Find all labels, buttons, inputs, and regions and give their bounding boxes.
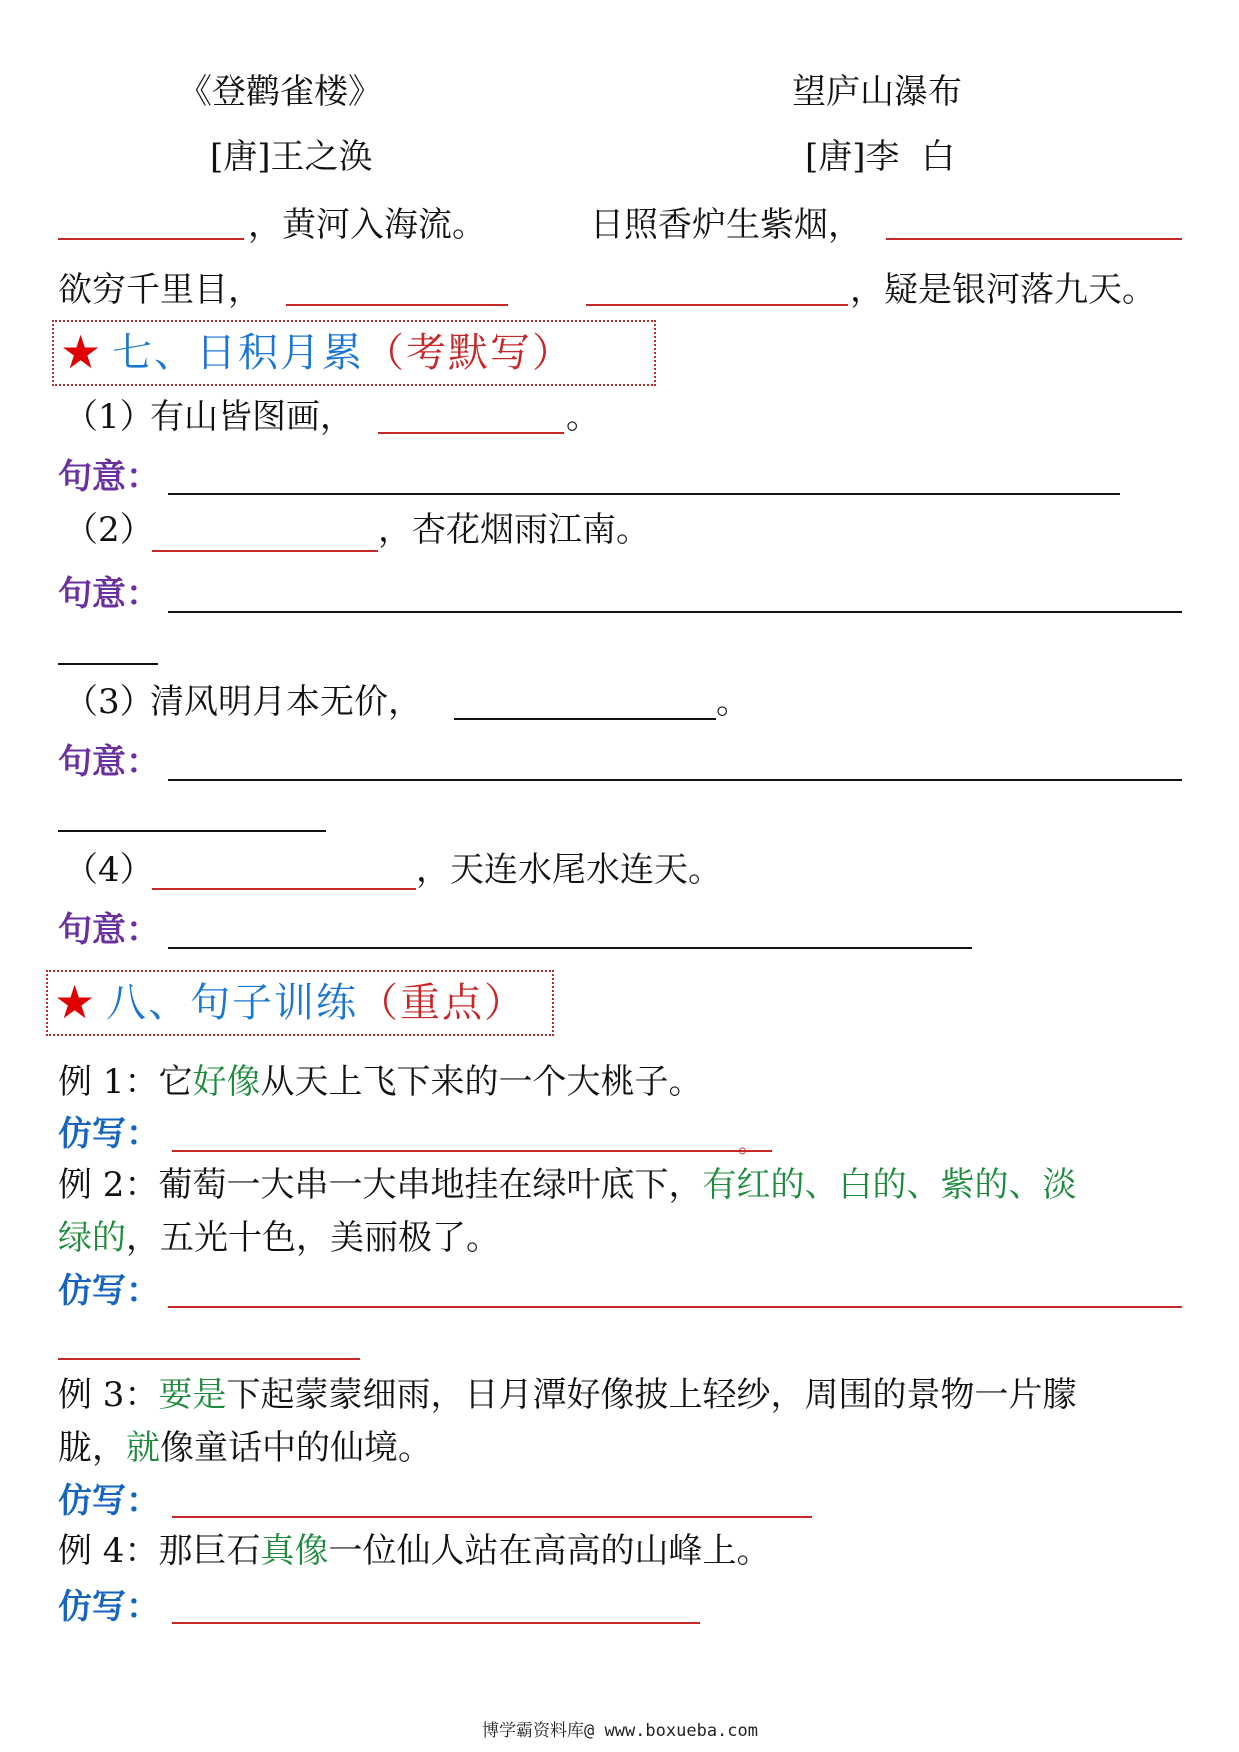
meaning-blank[interactable] [168, 779, 1182, 781]
copy-end: 。 [738, 1130, 762, 1158]
item-number: （1） [64, 397, 154, 437]
example-text: 它 [158, 1062, 193, 1102]
section-7-title: 七、日积月累 [112, 330, 364, 376]
answer-blank[interactable] [378, 432, 564, 434]
example-text: 像童话中的仙境。 [160, 1428, 432, 1468]
key-word: 好像 [192, 1062, 261, 1102]
copy-blank[interactable] [168, 1306, 1182, 1308]
example-2-cont [58, 1218, 500, 1258]
answer-blank[interactable] [58, 238, 244, 240]
key-word: 要是 [158, 1375, 227, 1415]
copy-blank[interactable] [172, 1622, 700, 1624]
meaning-blank[interactable] [168, 947, 972, 949]
poem-line: ，疑是银河落九天。 [850, 270, 1156, 310]
meaning-blank-continued[interactable] [58, 663, 158, 665]
star-icon: ★ [60, 325, 102, 379]
poem-right-title: 望庐山瀑布 [792, 72, 962, 112]
poem-line: 日照香炉生紫烟， [590, 205, 862, 245]
example-text: 胧， [58, 1428, 126, 1468]
poem-right-author: [唐]李 白 [805, 137, 956, 177]
example-text: ，五光十色，美丽极了。 [126, 1218, 500, 1258]
example-label: 例 4： [58, 1531, 159, 1571]
item-number: （3） [64, 682, 154, 722]
copy-label: 仿写： [58, 1481, 160, 1521]
copy-blank[interactable] [172, 1150, 772, 1152]
section-8-note: （重点） [358, 980, 526, 1026]
example-label: 例 1： [58, 1062, 159, 1102]
copy-blank-continued[interactable] [58, 1358, 360, 1360]
poem-line: ，黄河入海流。 [248, 205, 486, 245]
key-phrase: 有红的、白的、紫的、淡 [702, 1165, 1077, 1205]
answer-blank[interactable] [454, 718, 716, 720]
item-text: ，天连水尾水连天。 [416, 850, 722, 890]
item-number: （2） [64, 510, 154, 550]
meaning-label: 句意： [58, 457, 160, 497]
meaning-blank[interactable] [168, 611, 1182, 613]
key-word: 真像 [260, 1531, 329, 1571]
copy-label: 仿写： [58, 1271, 160, 1311]
example-1 [58, 1062, 702, 1102]
footer-watermark: 博学霸资料库@ www.boxueba.com [482, 1721, 758, 1741]
key-word: 就 [126, 1428, 160, 1468]
star-icon: ★ [54, 975, 96, 1029]
example-3-cont [58, 1428, 432, 1468]
copy-blank[interactable] [172, 1516, 812, 1518]
answer-blank[interactable] [586, 304, 848, 306]
example-3 [58, 1375, 1076, 1415]
example-label: 例 3： [58, 1375, 159, 1415]
item-end: 。 [566, 397, 600, 437]
poem-left-title: 《登鹳雀楼》 [178, 72, 382, 112]
section-8-title: 八、句子训练 [106, 980, 358, 1026]
meaning-label: 句意： [58, 910, 160, 950]
item-end: 。 [716, 682, 750, 722]
section-7-header [52, 320, 656, 386]
poem-line: 欲穷千里目， [58, 270, 262, 310]
answer-blank[interactable] [152, 888, 416, 890]
example-4 [58, 1531, 770, 1571]
copy-label: 仿写： [58, 1587, 160, 1627]
copy-label: 仿写： [58, 1114, 160, 1154]
poem-left-author: [唐]王之涣 [210, 137, 373, 177]
answer-blank[interactable] [286, 304, 508, 306]
example-text: 从天上飞下来的一个大桃子。 [260, 1062, 703, 1102]
section-7-note: （考默写） [364, 330, 574, 376]
example-text: 一位仙人站在高高的山峰上。 [328, 1531, 771, 1571]
key-phrase: 绿的 [58, 1218, 126, 1258]
item-text: 清风明月本无价， [150, 682, 422, 722]
example-2 [58, 1165, 1076, 1205]
meaning-label: 句意： [58, 742, 160, 782]
example-text: 葡萄一大串一大串地挂在绿叶底下， [158, 1165, 703, 1205]
meaning-blank-continued[interactable] [58, 830, 326, 832]
meaning-blank[interactable] [168, 493, 1120, 495]
example-label: 例 2： [58, 1165, 159, 1205]
answer-blank[interactable] [886, 238, 1182, 240]
answer-blank[interactable] [152, 550, 378, 552]
item-number: （4） [64, 850, 154, 890]
item-text: 有山皆图画， [150, 397, 354, 437]
meaning-label: 句意： [58, 574, 160, 614]
section-8-header [46, 970, 554, 1036]
example-text: 下起蒙蒙细雨，日月潭好像披上轻纱，周围的景物一片朦 [226, 1375, 1077, 1415]
item-text: ，杏花烟雨江南。 [378, 510, 650, 550]
example-text: 那巨石 [158, 1531, 261, 1571]
